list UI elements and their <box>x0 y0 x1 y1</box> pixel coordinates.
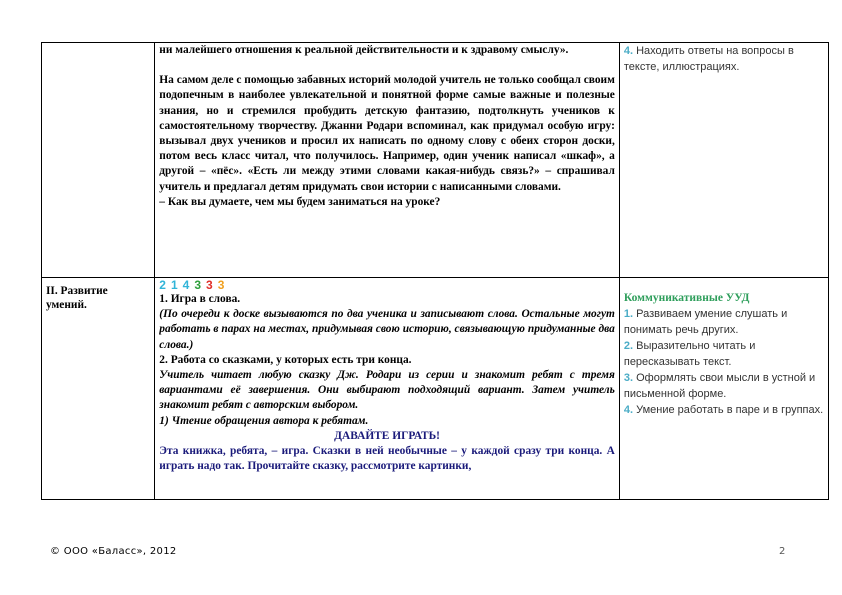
instruction-text: 1) Чтение обращения автора к ребятам. <box>159 414 369 427</box>
uud-item: 2. Выразительно читать и пересказывать текст. <box>623 340 756 368</box>
question-line: – Как вы думаете, чем мы будем заниматься на уроке? <box>159 195 441 208</box>
section-heading: 1. Игра в слова. <box>159 293 241 305</box>
instruction-text: Учитель читает любую сказку Дж. Родари из серии и знакомит ребят с тремя вариантами её завершения. Они выбирают подходящий вариант. Затем учитель знакомит ребят с авторским выбором. <box>159 369 615 412</box>
lesson-plan-table <box>41 42 829 500</box>
table-row <box>42 278 829 500</box>
page-number: 2 <box>779 546 786 557</box>
uud-item: 3. Оформлять свои мысли в устной и письменной форме. <box>623 372 816 400</box>
stage-cell <box>42 43 155 278</box>
digit-marker: 3 <box>206 278 215 292</box>
footer-copyright: © ООО «Баласс», 2012 <box>50 546 177 557</box>
uud-item: 1. Развиваем умение слушать и понимать речь других. <box>623 308 788 336</box>
paragraph: ни малейшего отношения к реальной действительности и к здравому смыслу». <box>159 44 569 56</box>
digit-marker: 1 <box>170 278 180 292</box>
uud-cell <box>619 43 828 278</box>
instruction-text: (По очереди к доске вызываются по два ученика и записывают слова. Остальные могут работать в парах на местах, придумывая свою историю, связывающую придуманные два слова.) <box>159 308 615 351</box>
uud-cell <box>619 278 828 500</box>
content-cell <box>155 278 620 500</box>
digit-marker: 2 <box>159 278 168 292</box>
story-text: Эта книжка, ребята, – игра. Сказки в ней необычные – у каждой сразу три конца. А играть надо так. Прочитайте сказку, рассмотрите картинки, <box>159 445 615 473</box>
digit-marker: 4 <box>182 278 192 292</box>
digit-marker: 3 <box>194 278 204 292</box>
uud-title: Коммуникативные УУД <box>623 292 750 304</box>
stage-title: II. Развитие умений. <box>46 285 108 311</box>
content-cell <box>155 43 620 278</box>
uud-item: 4. Умение работать в паре и в группах. <box>623 404 824 416</box>
stage-cell <box>42 278 155 500</box>
table-row <box>42 43 829 278</box>
story-title: ДАВАЙТЕ ИГРАТЬ! <box>334 429 440 442</box>
paragraph: На самом деле с помощью забавных историй молодой учитель не только сообщал своим подопечным в наиболее увлекательной и понятной форме самые важные и полезные знания, но и стремился пробудить детскую фантазию, подтолкнуть учеников к самостоятельному творчеству. Джанни Родари вспоминал, как придумал особую игру: вызывал двух учеников и просил их написать по одному слову с обеих сторон доски, потом весь класс читал, что получилось. Например, один ученик написал «шкаф», а другой – «пёс». «Есть ли между этими словами какая-нибудь связь?» – спрашивал учитель и предлагал детям придумать свои истории с написанными словами. <box>159 74 615 193</box>
digit-marker: 3 <box>217 278 227 292</box>
color-digits <box>159 278 615 292</box>
uud-item: 4. Находить ответы на вопросы в тексте, иллюстрациях. <box>623 45 794 73</box>
section-heading: 2. Работа со сказками, у которых есть три конца. <box>159 353 412 366</box>
